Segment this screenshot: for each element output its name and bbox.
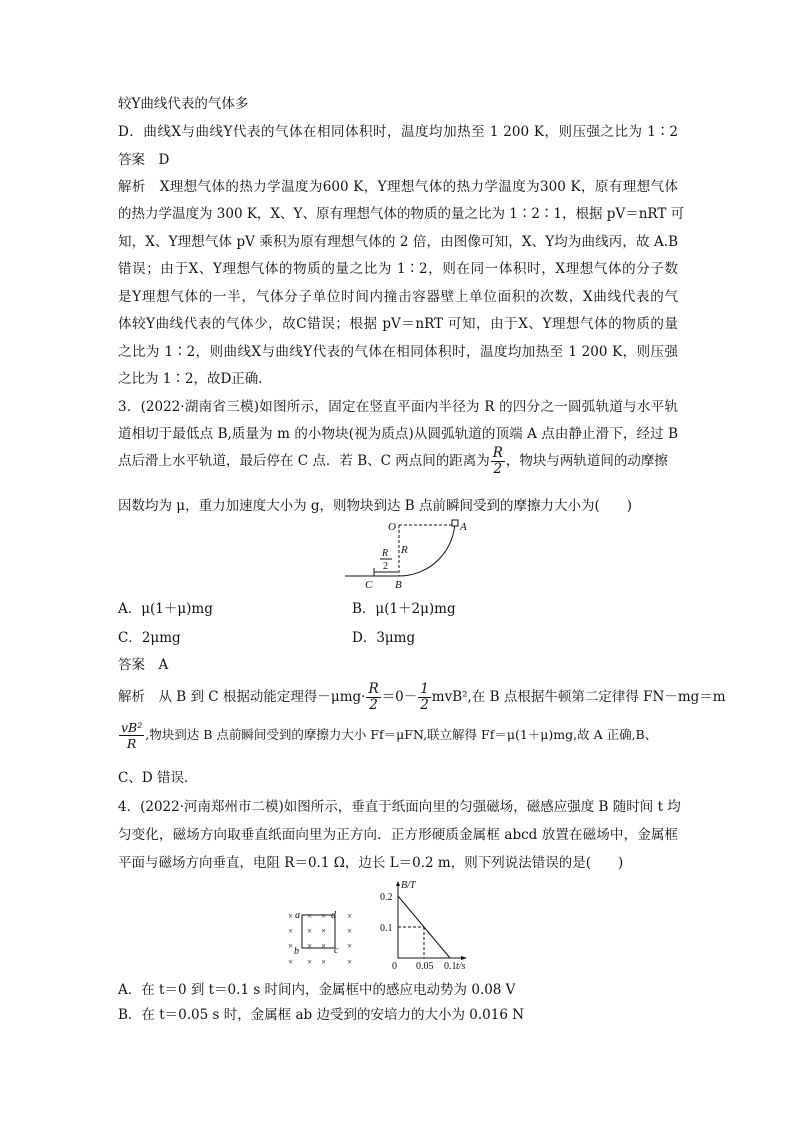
x-tick-label: 0.1 (444, 961, 457, 972)
b-t-chart (360, 878, 470, 973)
answer: 答案 D (118, 152, 170, 168)
option-a: A．在 t＝0 到 t＝0.1 s 时间内，金属框中的感应电动势为 0.08 V (118, 982, 516, 998)
y-tick-label: 0.1 (380, 923, 393, 934)
label-o: O (388, 521, 396, 533)
field-cross-icon: × (288, 911, 294, 921)
field-cross-icon: × (347, 941, 353, 951)
field-cross-icon: × (347, 957, 353, 967)
fraction (418, 682, 431, 713)
metal-frame-diagram (285, 905, 355, 975)
y-axis-arrow (396, 881, 400, 886)
field-cross-icon: × (307, 941, 313, 951)
analysis-line: 知，X、Y理想气体 pV 乘积为原有理想气体的 2 倍，由图像可知，X、Y均为曲线丙，故 A.B (118, 234, 678, 250)
field-cross-icon: × (347, 926, 353, 936)
analysis-text: ,物块到达 B 点前瞬间受到的摩擦力大小 Ff＝μFN,联立解得 Ff＝μ(1＋μ)mg,故 A 正确,B、 (145, 727, 658, 742)
label-half-den: 2 (383, 561, 388, 572)
numerator: R (368, 681, 379, 697)
analysis-line: 的热力学温度为 300 K，X、Y、原有理想气体的物质的量之比为 1∶2∶1，根据 pV＝nRT 可 (118, 206, 685, 222)
label-b: b (294, 946, 299, 957)
label-c: c (334, 945, 339, 956)
stem-text: 点后滑上水平轨道，最后停在 C 点．若 B、C 两点间的距离为 (118, 453, 490, 469)
analysis-line (118, 720, 678, 751)
denominator: 2 (369, 697, 378, 713)
analysis-line: 之比为 1∶2，则曲线X与曲线Y代表的气体在相同体积时，温度均加热至 1 200 K，则压强 (118, 344, 678, 360)
stem-line (118, 446, 678, 477)
stem-line: 平面与磁场方向垂直，电阻 R＝0.1 Ω，边长 L＝0.2 m，则下列说法错误的是( ) (118, 855, 624, 871)
denominator: 2 (493, 461, 503, 477)
stem-text: ，物块与两轨道间的动摩擦 (505, 453, 668, 469)
numerator: vB² (121, 720, 143, 735)
label-c: C (365, 579, 373, 590)
y-axis-label: B/T (401, 880, 416, 891)
field-cross-icon: × (288, 957, 294, 967)
label-half-num: R (382, 548, 389, 559)
fraction (119, 720, 144, 751)
analysis-line: C、D 错误． (118, 770, 198, 786)
analysis-text: mvB²,在 B 点根据牛顿第二定律得 FN－mg＝m (431, 689, 726, 705)
field-cross-icon: × (321, 911, 327, 921)
analysis-text: 解析 从 B 到 C 根据动能定理得－μmg· (118, 689, 366, 705)
analysis-line: 是Y理想气体的一半，气体分子单位时间内撞击容器壁上单位面积的次数，X曲线代表的气 (118, 289, 678, 305)
analysis-line: 解析 X理想气体的热力学温度为600 K，Y理想气体的热力学温度为300 K，原有理想气体 (118, 179, 678, 195)
numerator: 1 (420, 681, 429, 697)
analysis-line: 体较Y曲线代表的气体少，故C错误；根据 pV＝nRT 可知，由于X、Y理想气体的物质的量 (118, 316, 678, 332)
option-c: C．2μmg (118, 630, 181, 646)
denominator: 2 (420, 697, 429, 713)
field-cross-icon: × (321, 957, 327, 967)
y-tick-label: 0.2 (380, 892, 393, 903)
stem-line: 3．(2022·湖南省三模)如图所示，固定在竖直平面内半径为 R 的四分之一圆弧轨道与水平轨 (118, 399, 678, 415)
x-axis-arrow (461, 956, 467, 960)
field-cross-icon: × (321, 926, 327, 936)
x-tick-label: 0.05 (416, 961, 434, 972)
label-d: d (331, 910, 336, 921)
analysis-line: 之比为 1∶2，故D正确． (118, 371, 272, 387)
option-b: B．在 t＝0.05 s 时，金属框 ab 边受到的安培力的大小为 0.016 N (118, 1007, 525, 1023)
stem-line: 因数均为 μ，重力加速度大小为 g，则物块到达 B 点前瞬间受到的摩擦力大小为( ) (118, 498, 633, 514)
label-a: A (460, 521, 467, 533)
option-a: A．μ(1＋μ)mg (118, 601, 213, 617)
field-cross-icon: × (307, 957, 313, 967)
analysis-text: ＝0－ (381, 689, 418, 705)
field-cross-icon: × (307, 911, 313, 921)
option-d: D．3μmg (352, 630, 416, 646)
field-cross-icon: × (321, 941, 327, 951)
x-tick-label: 0 (392, 961, 397, 972)
fraction (491, 446, 505, 477)
block (452, 520, 458, 526)
analysis-line: 错误；由于X、Y理想气体的物质的量之比为 1∶2，则在同一体积时，X理想气体的分子数 (118, 261, 678, 277)
denominator: R (126, 736, 137, 751)
track-diagram (340, 518, 470, 590)
answer: 答案 A (118, 657, 169, 673)
stem-line: 匀变化，磁场方向取垂直纸面向里为正方向．正方形硬质金属框 abcd 放置在磁场中，金属框 (118, 827, 678, 843)
x-axis-label: t/s (456, 961, 466, 972)
label-r: R (401, 544, 408, 556)
numerator: R (492, 445, 503, 461)
text-line: 较Y曲线代表的气体多 (118, 96, 249, 112)
field-cross-icon: × (307, 926, 313, 936)
analysis-line (118, 681, 726, 713)
option-d: D．曲线X与曲线Y代表的气体在相同体积时，温度均加热至 1 200 K，则压强之比为 1∶2 (118, 124, 678, 140)
stem-line: 道相切于最低点 B,质量为 m 的小物块(视为质点)从圆弧轨道的顶端 A 点由静止滑下，经过 B (118, 426, 678, 442)
option-b: B．μ(1＋2μ)mg (352, 601, 456, 617)
field-cross-icon: × (288, 926, 294, 936)
label-a: a (295, 910, 300, 921)
field-cross-icon: × (288, 941, 294, 951)
fraction (366, 682, 380, 713)
stem-line: 4．(2022·河南郑州市二模)如图所示，垂直于纸面向里的匀强磁场，磁感应强度 B 随时间 t 均 (118, 799, 681, 815)
field-cross-icon: × (347, 911, 353, 921)
label-b: B (395, 579, 402, 590)
